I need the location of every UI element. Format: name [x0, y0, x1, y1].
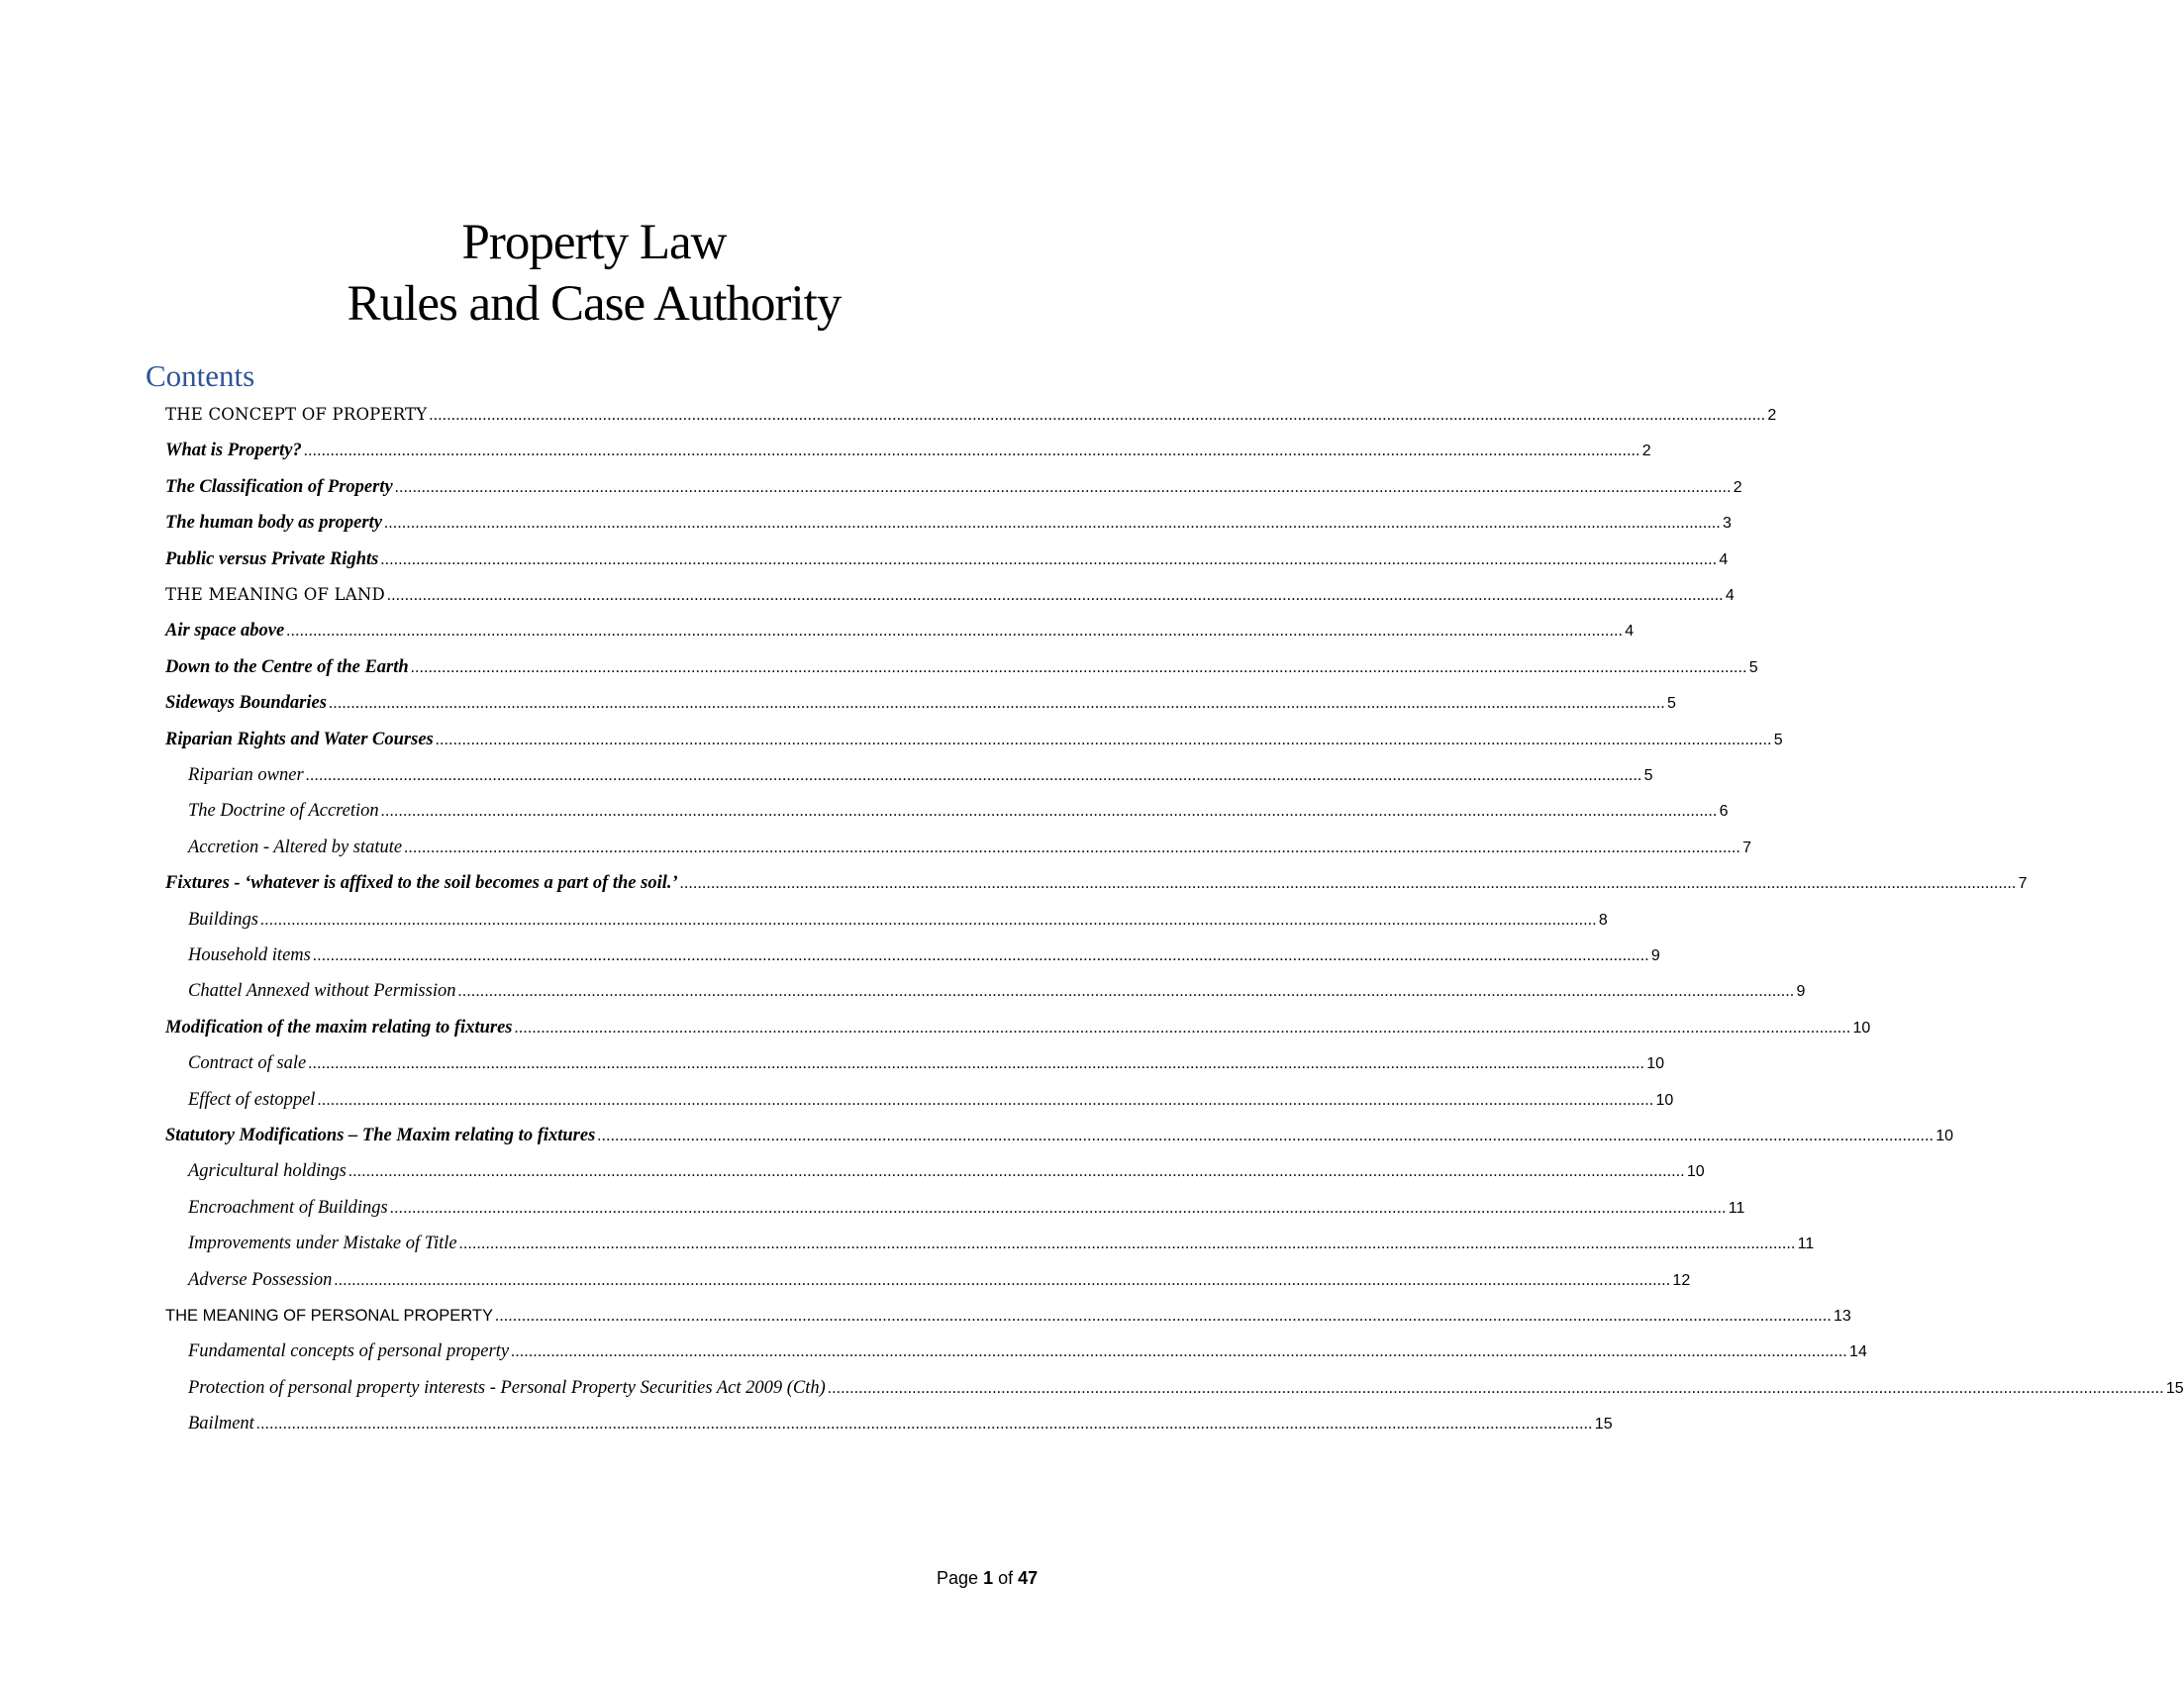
toc-entry[interactable]: [188, 1409, 1613, 1438]
toc-entry-title: Agricultural holdings: [188, 1161, 347, 1182]
toc-entry[interactable]: [188, 833, 1752, 862]
toc-entry-title: Statutory Modifications – The Maxim relating to fixtures: [165, 1126, 596, 1145]
toc-entry[interactable]: [188, 940, 1660, 970]
toc-entry[interactable]: [188, 1373, 2184, 1403]
toc-dot-leader: ............................................................................................................................................................................................................................................................................................................: [511, 1343, 1848, 1361]
toc-entry-page-number: 5: [1643, 767, 1653, 784]
toc-entry-page-number: 6: [1719, 803, 1729, 821]
toc-entry-page-number: 15: [2165, 1379, 2184, 1397]
toc-dot-leader: ............................................................................................................................................................................................................................................................................................................: [394, 478, 1732, 496]
toc-dot-leader: ............................................................................................................................................................................................................................................................................................................: [328, 695, 1665, 713]
toc-dot-leader: ............................................................................................................................................................................................................................................................................................................: [494, 1308, 1832, 1325]
toc-entry-title: Effect of estoppel: [188, 1089, 316, 1110]
toc-entry[interactable]: [165, 544, 1729, 574]
toc-entry[interactable]: [165, 580, 1735, 610]
toc-entry-title: Contract of sale: [188, 1053, 307, 1074]
toc-entry-title: Riparian owner: [188, 765, 304, 785]
toc-dot-leader: ............................................................................................................................................................................................................................................................................................................: [429, 407, 1766, 424]
toc-entry-page-number: 3: [1722, 515, 1732, 533]
toc-entry-title: Air space above: [165, 621, 285, 642]
toc-entry-title: Fundamental concepts of personal property: [188, 1341, 510, 1362]
toc-entry[interactable]: [188, 1085, 1674, 1115]
toc-entry-page-number: 7: [2018, 875, 2028, 893]
toc-entry[interactable]: [165, 616, 1635, 645]
toc-entry[interactable]: [165, 400, 1777, 430]
toc-dot-leader: ............................................................................................................................................................................................................................................................................................................: [334, 1271, 1671, 1289]
toc-dot-leader: ............................................................................................................................................................................................................................................................................................................: [435, 731, 1772, 748]
toc-dot-leader: ............................................................................................................................................................................................................................................................................................................: [827, 1379, 2164, 1397]
toc-entry-title: Adverse Possession: [188, 1269, 333, 1290]
toc-entry-title: Improvements under Mistake of Title: [188, 1234, 457, 1254]
toc-entry-page-number: 4: [1719, 550, 1729, 568]
toc-entry[interactable]: [165, 868, 2028, 898]
toc-entry[interactable]: [165, 652, 1758, 682]
toc-entry-title: Protection of personal property interests - Personal Property Securities Act 2009 (Cth): [188, 1377, 826, 1398]
toc-entry[interactable]: [188, 1336, 1867, 1366]
toc-entry-page-number: 2: [1733, 478, 1742, 496]
toc-entry-page-number: 9: [1650, 947, 1660, 964]
toc-entry-page-number: 5: [1666, 695, 1676, 713]
toc-entry-title: Down to the Centre of the Earth: [165, 656, 409, 677]
toc-entry-page-number: 5: [1748, 658, 1758, 676]
toc-entry-page-number: 2: [1641, 443, 1651, 460]
toc-dot-leader: ............................................................................................................................................................................................................................................................................................................: [259, 911, 1597, 929]
toc-dot-leader: ............................................................................................................................................................................................................................................................................................................: [404, 839, 1741, 856]
toc-entry[interactable]: [165, 472, 1742, 502]
toc-entry[interactable]: [165, 1301, 1851, 1331]
toc-entry[interactable]: [165, 508, 1732, 538]
toc-entry[interactable]: [165, 436, 1651, 465]
footer-current-page: 1: [983, 1568, 994, 1588]
toc-dot-leader: ............................................................................................................................................................................................................................................................................................................: [380, 550, 1718, 568]
toc-entry[interactable]: [188, 1193, 1745, 1223]
toc-entry-page-number: 8: [1598, 911, 1608, 929]
toc-entry-page-number: 12: [1672, 1271, 1691, 1289]
toc-entry-page-number: 9: [1796, 983, 1806, 1001]
toc-entry[interactable]: [165, 1013, 1871, 1042]
toc-entry-title: The human body as property: [165, 513, 382, 534]
toc-dot-leader: ............................................................................................................................................................................................................................................................................................................: [308, 1055, 1645, 1073]
toc-entry[interactable]: [165, 1121, 1954, 1150]
toc-entry-title: What is Property?: [165, 441, 302, 461]
toc-dot-leader: ............................................................................................................................................................................................................................................................................................................: [389, 1199, 1727, 1217]
toc-dot-leader: ............................................................................................................................................................................................................................................................................................................: [457, 983, 1795, 1001]
toc-entry-page-number: 10: [1936, 1128, 1954, 1144]
toc-entry-page-number: 4: [1725, 587, 1735, 604]
toc-entry[interactable]: [165, 725, 1783, 754]
toc-entry[interactable]: [188, 976, 1806, 1006]
toc-entry-page-number: 4: [1625, 623, 1635, 641]
toc-entry[interactable]: [188, 760, 1653, 790]
toc-dot-leader: ............................................................................................................................................................................................................................................................................................................: [380, 803, 1718, 821]
contents-heading: Contents: [146, 358, 255, 393]
toc-entry-page-number: 7: [1742, 839, 1752, 856]
toc-entry-title: Sideways Boundaries: [165, 693, 327, 714]
toc-dot-leader: ............................................................................................................................................................................................................................................................................................................: [410, 658, 1747, 676]
toc-entry[interactable]: [188, 1048, 1665, 1078]
toc-entry-page-number: 13: [1833, 1308, 1851, 1325]
toc-entry-title: Buildings: [188, 909, 258, 930]
toc-entry[interactable]: [165, 688, 1676, 718]
toc-dot-leader: ............................................................................................................................................................................................................................................................................................................: [303, 443, 1640, 460]
toc-entry-title: The Doctrine of Accretion: [188, 801, 379, 822]
toc-entry-page-number: 10: [1852, 1019, 1871, 1037]
page-footer: [937, 1566, 1038, 1590]
toc-dot-leader: ............................................................................................................................................................................................................................................................................................................: [317, 1091, 1654, 1109]
toc-dot-leader: ............................................................................................................................................................................................................................................................................................................: [347, 1163, 1685, 1181]
toc-dot-leader: ............................................................................................................................................................................................................................................................................................................: [383, 515, 1721, 533]
toc-dot-leader: ............................................................................................................................................................................................................................................................................................................: [312, 947, 1649, 964]
toc-entry-title: THE CONCEPT OF PROPERTY: [165, 405, 428, 424]
footer-page-label: Page: [937, 1568, 979, 1588]
title-line-1: Property Law: [461, 215, 727, 270]
toc-entry[interactable]: [188, 1265, 1691, 1295]
toc-dot-leader: ............................................................................................................................................................................................................................................................................................................: [458, 1236, 1796, 1253]
toc-entry-page-number: 10: [1686, 1163, 1705, 1181]
title-line-2: Rules and Case Authority: [347, 276, 842, 332]
toc-entry[interactable]: [188, 796, 1729, 826]
toc-dot-leader: ............................................................................................................................................................................................................................................................................................................: [255, 1416, 1593, 1434]
toc-entry-title: Public versus Private Rights: [165, 548, 379, 569]
toc-entry-page-number: 2: [1767, 407, 1777, 424]
toc-entry[interactable]: [188, 905, 1608, 935]
toc-entry-page-number: 10: [1655, 1091, 1674, 1109]
toc-entry-page-number: 5: [1773, 731, 1783, 748]
toc-entry-page-number: 11: [1728, 1199, 1745, 1217]
toc-entry-page-number: 14: [1849, 1343, 1867, 1361]
toc-entry-title: Encroachment of Buildings: [188, 1197, 388, 1218]
toc-entry-page-number: 10: [1646, 1055, 1665, 1073]
toc-dot-leader: ............................................................................................................................................................................................................................................................................................................: [597, 1128, 1935, 1144]
toc-entry-title: THE MEANING OF PERSONAL PROPERTY: [165, 1307, 493, 1325]
toc-entry-title: THE MEANING OF LAND: [165, 585, 385, 604]
toc-entry-title: Riparian Rights and Water Courses: [165, 729, 434, 749]
toc-entry[interactable]: [188, 1156, 1705, 1186]
toc-dot-leader: ............................................................................................................................................................................................................................................................................................................: [514, 1019, 1851, 1037]
toc-entry-page-number: 15: [1594, 1416, 1613, 1434]
footer-total-pages: 47: [1018, 1568, 1039, 1588]
toc-dot-leader: ............................................................................................................................................................................................................................................................................................................: [679, 875, 2017, 893]
document-title: [0, 212, 1188, 335]
toc-dot-leader: ............................................................................................................................................................................................................................................................................................................: [286, 623, 1624, 641]
toc-entry-title: Chattel Annexed without Permission: [188, 981, 456, 1002]
toc-dot-leader: ............................................................................................................................................................................................................................................................................................................: [386, 587, 1724, 604]
toc-entry-title: Accretion - Altered by statute: [188, 837, 403, 857]
toc-dot-leader: ............................................................................................................................................................................................................................................................................................................: [305, 767, 1642, 784]
toc-entry-page-number: 11: [1797, 1236, 1815, 1253]
toc-entry-title: The Classification of Property: [165, 476, 393, 497]
toc-entry-title: Bailment: [188, 1414, 254, 1434]
footer-of-label: of: [998, 1568, 1014, 1588]
toc-entry-title: Fixtures - ‘whatever is affixed to the soil becomes a part of the soil.’: [165, 873, 678, 894]
toc-entry[interactable]: [188, 1229, 1815, 1258]
toc-entry-title: Modification of the maxim relating to fixtures: [165, 1017, 513, 1038]
toc-entry-title: Household items: [188, 945, 311, 965]
